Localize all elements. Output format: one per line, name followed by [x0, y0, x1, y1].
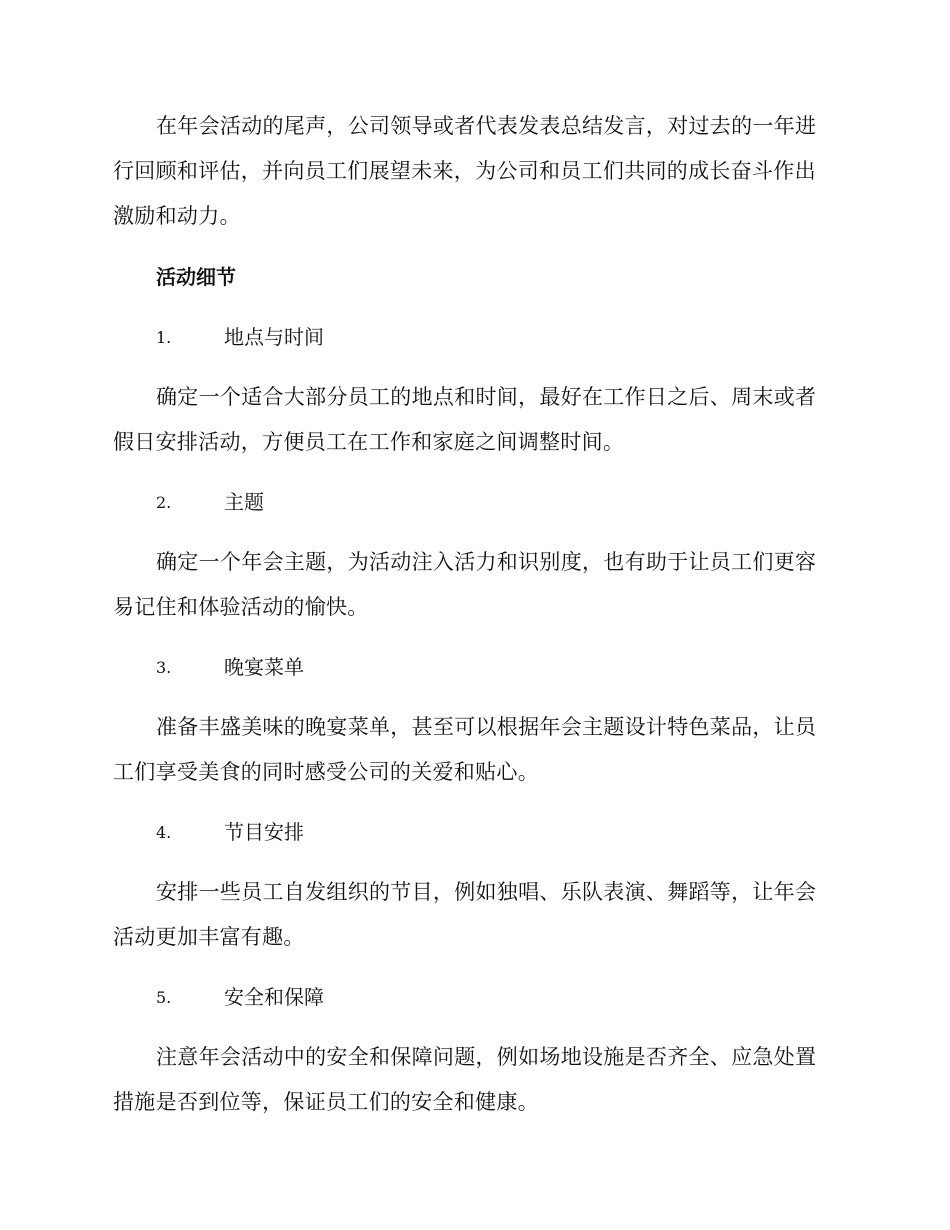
list-item-title: 晚宴菜单 — [224, 655, 304, 679]
list-item-body: 确定一个年会主题，为活动注入活力和识别度，也有助于让员工们更容易记住和体验活动的愉快。 — [113, 550, 817, 619]
list-item-body: 安排一些员工自发组织的节目，例如独唱、乐队表演、舞蹈等，让年会活动更加丰富有趣。 — [113, 880, 817, 949]
list-item-heading — [113, 315, 831, 360]
list-item-number: 2. — [156, 493, 172, 512]
list-item-number: 5. — [156, 988, 172, 1007]
list-item-body: 注意年会活动中的安全和保障问题，例如场地设施是否齐全、应急处置措施是否到位等，保证员工们的安全和健康。 — [113, 1045, 817, 1114]
list-item-number: 3. — [156, 658, 172, 677]
list-item-heading — [113, 480, 831, 525]
list-item-heading — [113, 810, 831, 855]
document-page — [113, 104, 831, 1125]
intro-paragraph: 在年会活动的尾声，公司领导或者代表发表总结发言，对过去的一年进行回顾和评估，并向员工们展望未来，为公司和员工们共同的成长奋斗作出激励和动力。 — [113, 114, 817, 228]
list-item-title: 节目安排 — [224, 820, 304, 844]
list-item-heading — [113, 975, 831, 1020]
list-item-number: 1. — [156, 328, 172, 347]
list-item-title: 地点与时间 — [224, 325, 324, 349]
section-heading: 活动细节 — [156, 265, 236, 289]
list-item-body: 确定一个适合大部分员工的地点和时间，最好在工作日之后、周末或者假日安排活动，方便员工在工作和家庭之间调整时间。 — [113, 385, 817, 454]
list-item-title: 安全和保障 — [224, 985, 324, 1009]
list-item-number: 4. — [156, 823, 172, 842]
list-item-heading — [113, 645, 831, 690]
list-item-body: 准备丰盛美味的晚宴菜单，甚至可以根据年会主题设计特色菜品，让员工们享受美食的同时感受公司的关爱和贴心。 — [113, 715, 817, 784]
list-item-title: 主题 — [224, 490, 264, 514]
